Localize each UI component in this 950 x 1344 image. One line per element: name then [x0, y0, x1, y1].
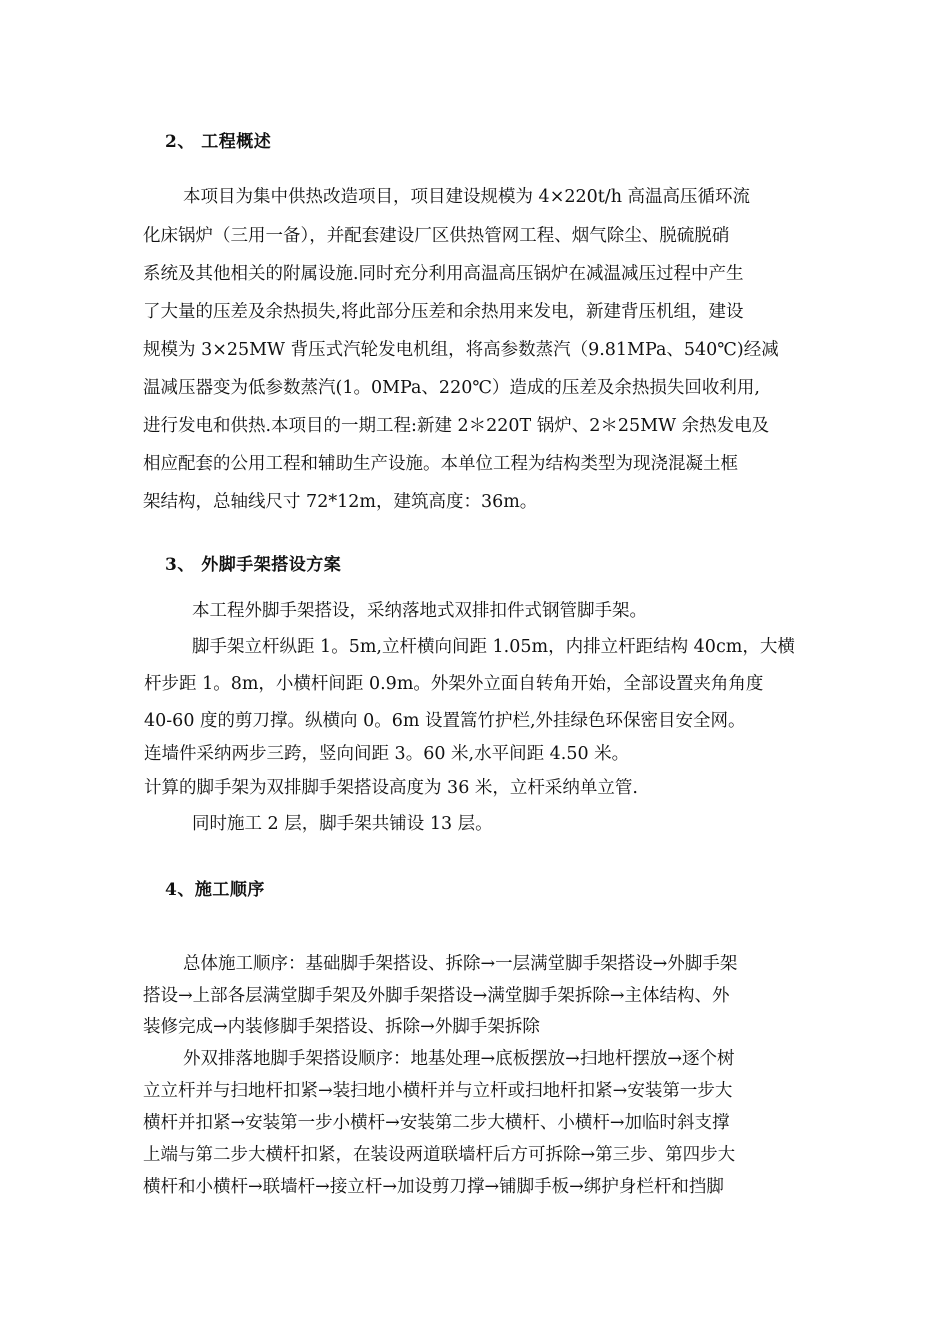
section-4-line-1: 总体施工顺序：基础脚手架搭设、拆除→一层满堂脚手架搭设→外脚手架: [183, 954, 738, 974]
section-4-line-3: 装修完成→内装修脚手架搭设、拆除→外脚手架拆除: [143, 1017, 540, 1037]
section-3-line-4: 40-60 度的剪刀撑。纵横向 0。6m 设置篙竹护栏,外挂绿色环保密目安全网。: [144, 711, 746, 731]
section-2-line-5: 规模为 3×25MW 背压式汽轮发电机组，将高参数蒸汽（9.81MPa、540℃)经减: [143, 340, 779, 360]
section-4-line-2: 搭设→上部各层满堂脚手架及外脚手架搭设→满堂脚手架拆除→主体结构、外: [143, 986, 730, 1006]
section-4-heading: 4、施工顺序: [165, 880, 265, 900]
section-2-line-1: 本项目为集中供热改造项目，项目建设规模为 4×220t/h 高温高压循环流: [183, 187, 751, 207]
section-2-line-2: 化床锅炉（三用一备），并配套建设厂区供热管网工程、烟气除尘、脱硫脱硝: [143, 226, 730, 246]
section-3-line-5: 连墙件采纳两步三跨，竖向间距 3。60 米,水平间距 4.50 米。: [144, 744, 630, 764]
section-2-heading: 2、 工程概述: [165, 132, 272, 152]
section-4-line-7: 上端与第二步大横杆扣紧，在装设两道联墙杆后方可拆除→第三步、第四步大: [143, 1145, 736, 1165]
section-4-line-6: 横杆并扣紧→安装第一步小横杆→安装第二步大横杆、小横杆→加临时斜支撑: [143, 1113, 730, 1133]
section-3-line-1: 本工程外脚手架搭设，采纳落地式双排扣件式钢管脚手架。: [192, 601, 647, 621]
section-2-line-8: 相应配套的公用工程和辅助生产设施。本单位工程为结构类型为现浇混凝土框: [143, 454, 738, 474]
section-3-line-3: 杆步距 1。8m，小横杆间距 0.9m。外架外立面自转角开始，全部设置夹角角度: [144, 674, 764, 694]
section-3-line-7: 同时施工 2 层，脚手架共铺设 13 层。: [192, 814, 493, 834]
section-3-heading: 3、 外脚手架搭设方案: [165, 555, 342, 575]
section-2-line-4: 了大量的压差及余热损失,将此部分压差和余热用来发电，新建背压机组，建设: [143, 302, 744, 322]
section-2-line-9: 架结构，总轴线尺寸 72*12m，建筑高度：36m。: [143, 492, 538, 512]
section-4-line-8: 横杆和小横杆→联墙杆→接立杆→加设剪刀撑→铺脚手板→绑护身栏杆和挡脚: [143, 1177, 724, 1197]
section-3-line-2: 脚手架立杆纵距 1。5m,立杆横向间距 1.05m，内排立杆距结构 40cm，大横: [192, 637, 795, 657]
section-3-line-6: 计算的脚手架为双排脚手架搭设高度为 36 米，立杆采纳单立管.: [144, 778, 638, 798]
section-4-line-4: 外双排落地脚手架搭设顺序：地基处理→底板摆放→扫地杆摆放→逐个树: [183, 1049, 735, 1069]
section-2-line-6: 温减压器变为低参数蒸汽(1。0MPa、220℃）造成的压差及余热损失回收利用,: [143, 378, 760, 398]
section-4-line-5: 立立杆并与扫地杆扣紧→装扫地小横杆并与立杆或扫地杆扣紧→安装第一步大: [143, 1081, 733, 1101]
section-2-line-3: 系统及其他相关的附属设施.同时充分利用高温高压锅炉在减温减压过程中产生: [143, 264, 744, 284]
section-2-line-7: 进行发电和供热.本项目的一期工程:新建 2＊220T 锅炉、2＊25MW 余热发电及: [143, 416, 770, 436]
